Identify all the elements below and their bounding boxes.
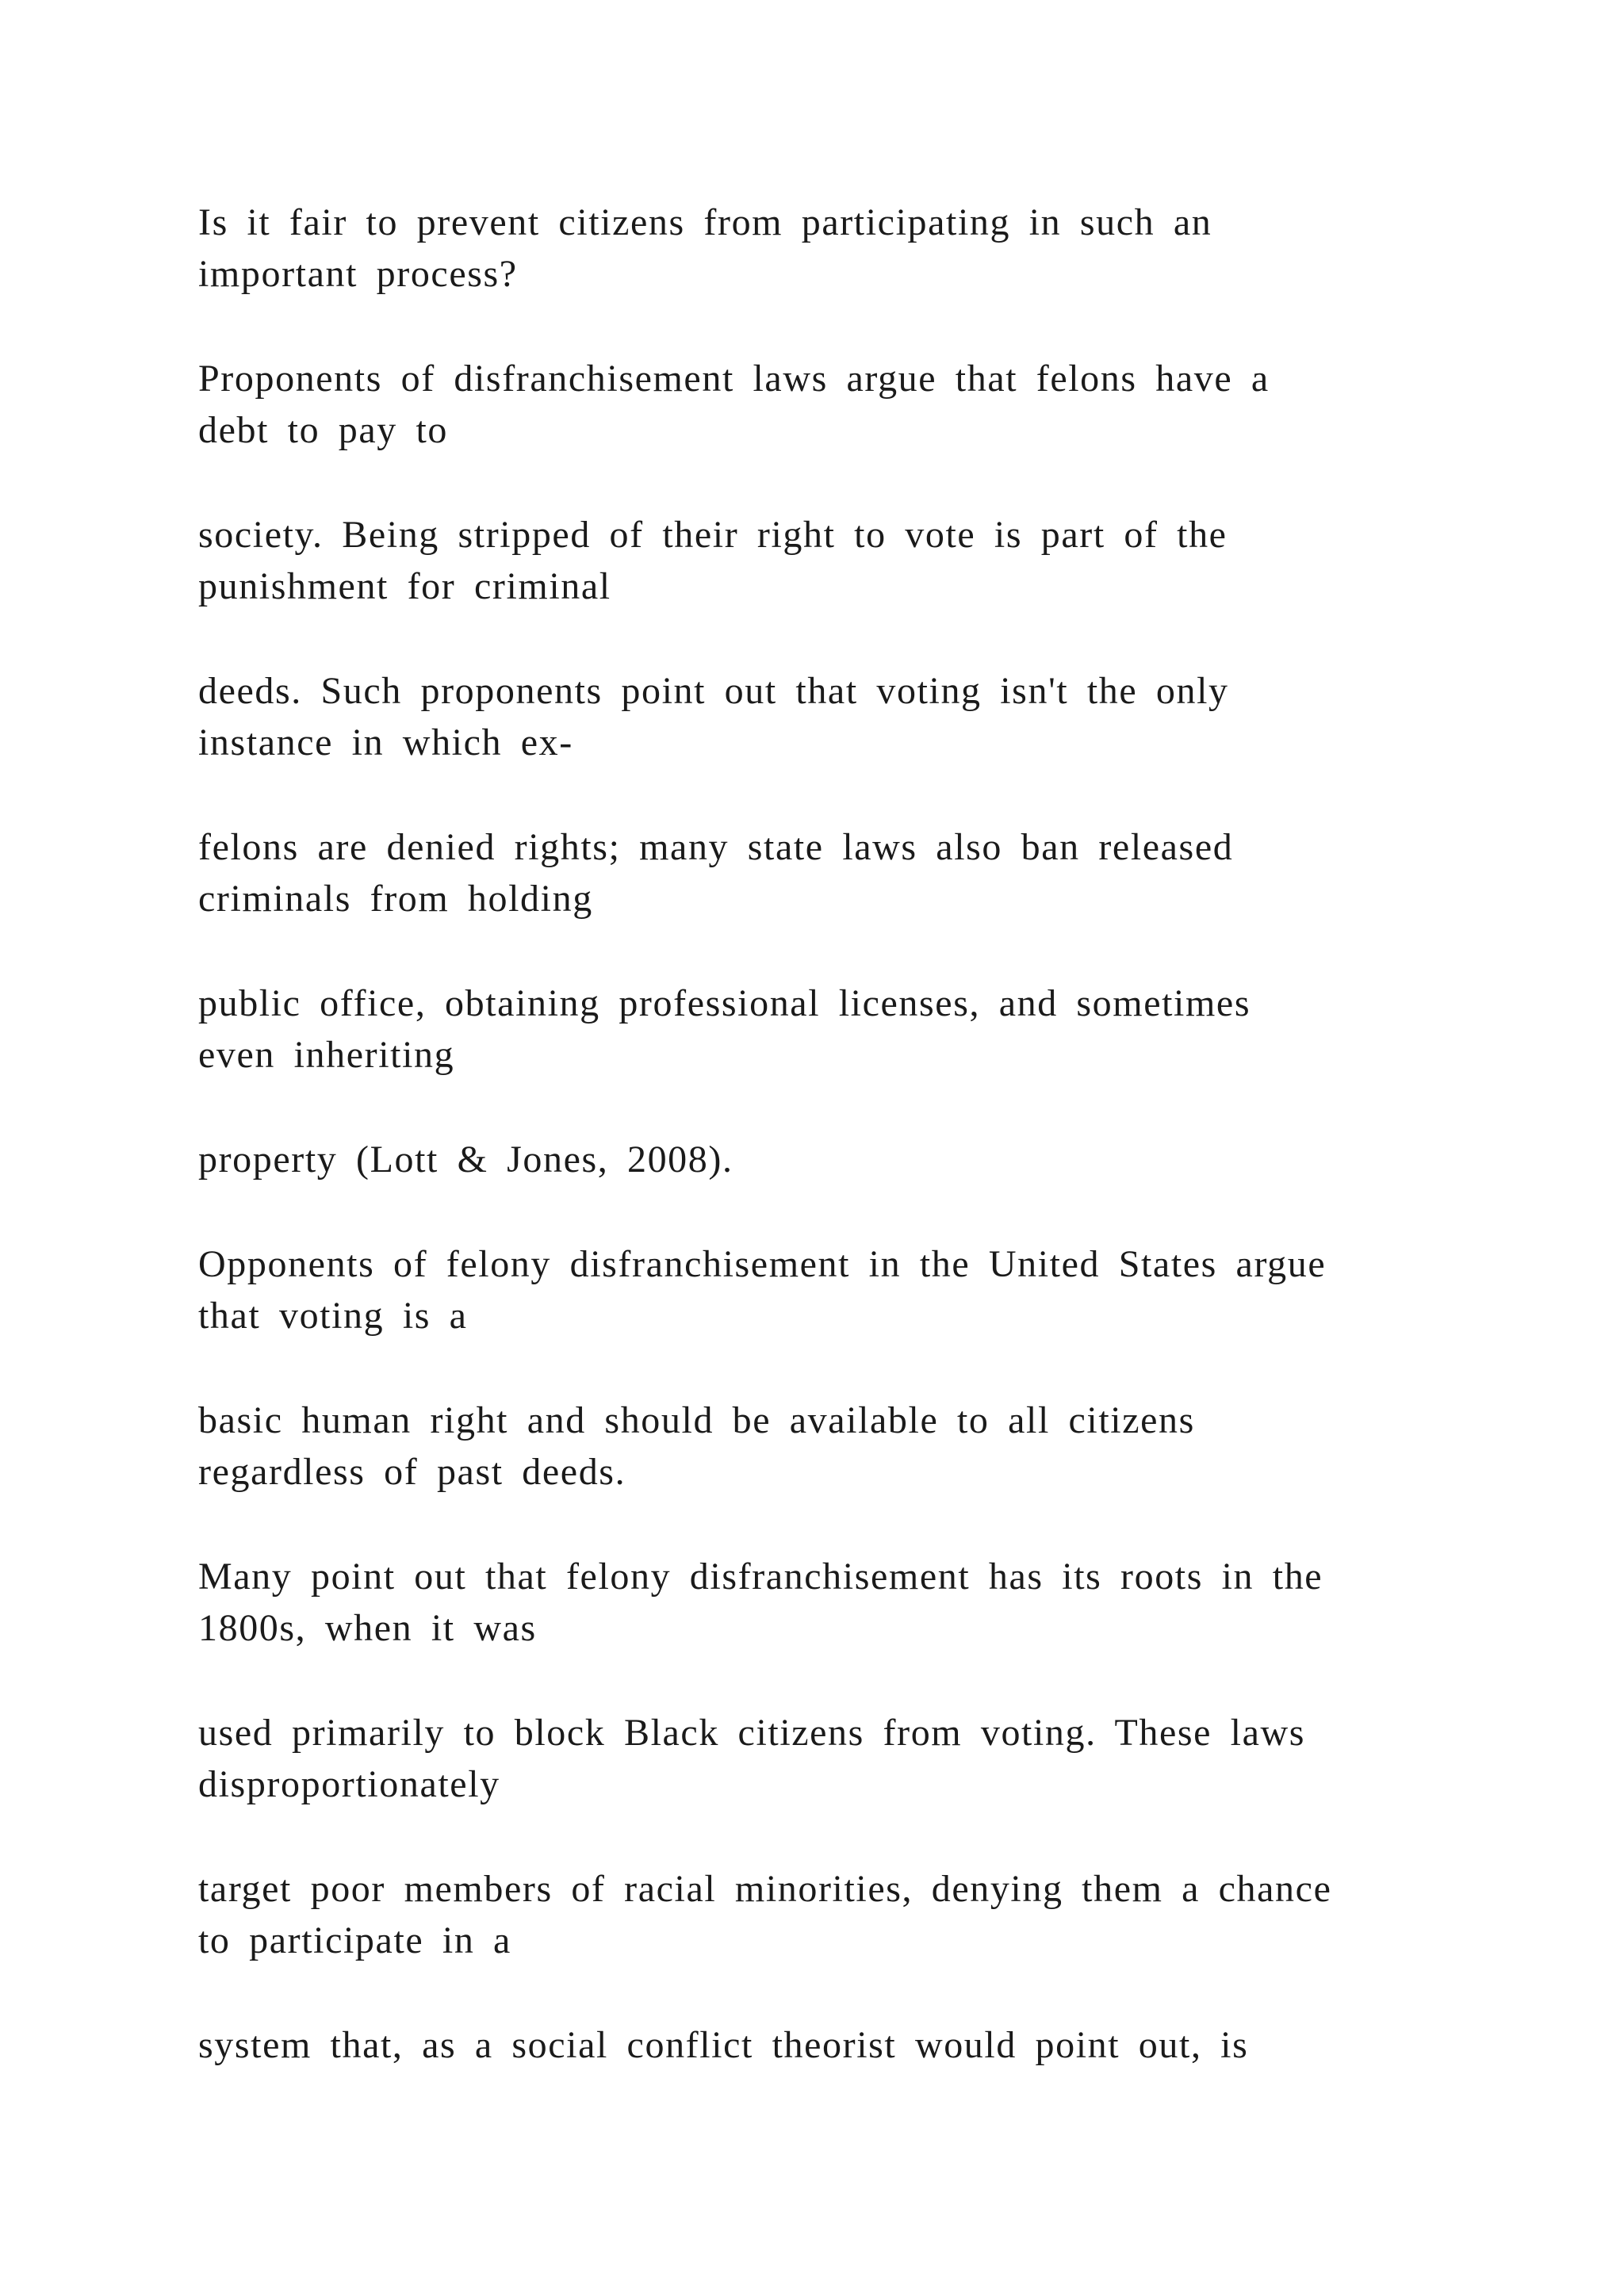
paragraph-2 — [198, 353, 1467, 456]
text-line: disproportionately — [198, 1763, 500, 1805]
paragraph-8 — [198, 1238, 1467, 1341]
text-line: regardless of past deeds. — [198, 1451, 626, 1493]
text-line: used primarily to block Black citizens from voting. These laws — [198, 1712, 1306, 1754]
text-line: Many point out that felony disfranchisement has its roots in the — [198, 1556, 1323, 1598]
text-line: debt to pay to — [198, 409, 449, 451]
paragraph-11 — [198, 1707, 1467, 1810]
text-line: 1800s, when it was — [198, 1607, 537, 1649]
paragraph-9 — [198, 1395, 1467, 1498]
paragraph-10 — [198, 1551, 1467, 1654]
text-line: target poor members of racial minorities, denying them a chance — [198, 1868, 1332, 1910]
text-line: Proponents of disfranchisement laws argue that felons have a — [198, 358, 1270, 400]
paragraph-4 — [198, 665, 1467, 768]
paragraph-7 — [198, 1134, 1467, 1185]
text-line: punishment for criminal — [198, 565, 611, 607]
text-line: criminals from holding — [198, 878, 593, 920]
text-line: public office, obtaining professional licenses, and sometimes — [198, 982, 1251, 1024]
text-line: Is it fair to prevent citizens from participating in such an — [198, 201, 1212, 243]
text-line: even inheriting — [198, 1034, 455, 1076]
text-line: property (Lott & Jones, 2008). — [198, 1138, 733, 1181]
text-line: that voting is a — [198, 1295, 468, 1337]
text-line: system that, as a social conflict theorist would point out, is — [198, 2024, 1249, 2066]
paragraph-6 — [198, 978, 1467, 1081]
text-line: to participate in a — [198, 1919, 511, 1961]
text-line: society. Being stripped of their right to vote is part of the — [198, 514, 1228, 556]
paragraph-5 — [198, 821, 1467, 924]
paragraph-1 — [198, 197, 1467, 300]
paragraph-3 — [198, 509, 1467, 612]
text-line: basic human right and should be available to all citizens — [198, 1399, 1195, 1441]
paragraph-13 — [198, 2019, 1467, 2071]
paragraph-12 — [198, 1863, 1467, 1966]
text-line: deeds. Such proponents point out that voting isn't the only — [198, 670, 1229, 712]
text-line: felons are denied rights; many state laws also ban released — [198, 826, 1234, 868]
text-line: instance in which ex- — [198, 721, 573, 763]
text-line: important process? — [198, 253, 518, 295]
text-line: Opponents of felony disfranchisement in the United States argue — [198, 1243, 1327, 1285]
